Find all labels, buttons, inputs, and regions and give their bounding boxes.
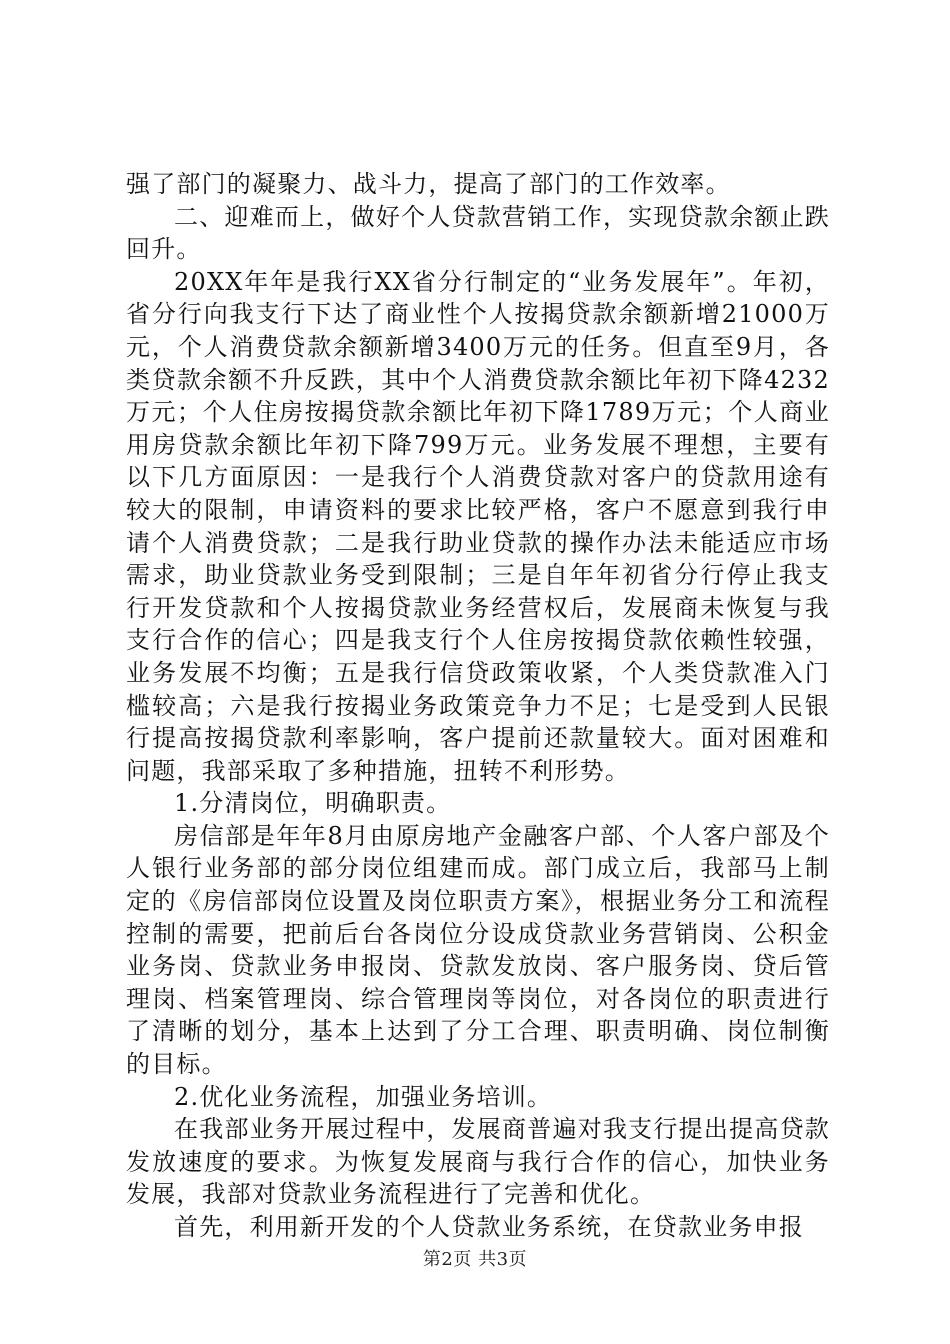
section-heading-two: 二、迎难而上，做好个人贷款营销工作，实现贷款余额止跌回升。 xyxy=(126,202,830,264)
paragraph-process-optimization: 在我部业务开展过程中，发展商普遍对我支行提出提高贷款发放速度的要求。为恢复发展商与我行合作的信心，加快业务发展，我部对贷款业务流程进行了完善和优化。 xyxy=(126,1115,830,1209)
subheading-two: 2.优化业务流程，加强业务培训。 xyxy=(174,1082,553,1111)
subheading-one: 1.分清岗位，明确职责。 xyxy=(174,789,452,818)
paragraph-department-setup: 房信部是年年8月由原房地产金融客户部、个人客户部及个人银行业务部的部分岗位组建而成。部门成立后，我部马上制定的《房信部岗位设置及岗位职责方案》，根据业务分工和流程控制的需要，把前后台各岗位分设成贷款业务营销岗、公积金业务岗、贷款业务申报岗、贷款发放岗、客户服务岗、贷后管理岗、档案管理岗、综合管理岗等岗位，对各岗位的职责进行了清晰的划分，基本上达到了分工合理、职责明确、岗位制衡的目标。 xyxy=(126,821,830,1079)
paragraph-business-year: 20XX年年是我行XX省分行制定的“业务发展年”。年初，省分行向我支行下达了商业性个人按揭贷款余额新增21000万元，个人消费贷款余额新增3400万元的任务。但直至9月，各类贷款余额不升反跌，其中个人消费贷款余额比年初下降4232万元；个人住房按揭贷款余额比年初下降1789万元；个人商业用房贷款余额比年初下降799万元。业务发展不理想，主要有以下几方面原因：一是我行个人消费贷款对客户的贷款用途有较大的限制，申请资料的要求比较严格，客户不愿意到我行申请个人消费贷款；二是我行助业贷款的操作办法未能适应市场需求，助业贷款业务受到限制；三是自年年初省分行停止我支行开发贷款和个人按揭贷款业务经营权后，发展商未恢复与我支行合作的信心；四是我支行个人住房按揭贷款依赖性较强，业务发展不均衡；五是我行信贷政策收紧，个人类贷款准入门槛较高；六是我行按揭业务政策竞争力不足；七是受到人民银行提高按揭贷款利率影响，客户提前还款量较大。面对困难和问题，我部采取了多种措施，扭转不利形势。 xyxy=(126,267,830,785)
paragraph-first-measure: 首先，利用新开发的个人贷款业务系统，在贷款业务申报 xyxy=(174,1213,804,1241)
document-body xyxy=(126,168,830,1244)
page-number-footer: 第2页 共3页 xyxy=(422,1249,528,1270)
paragraph-continuation: 强了部门的凝聚力、战斗力，提高了部门的工作效率。 xyxy=(126,170,731,198)
